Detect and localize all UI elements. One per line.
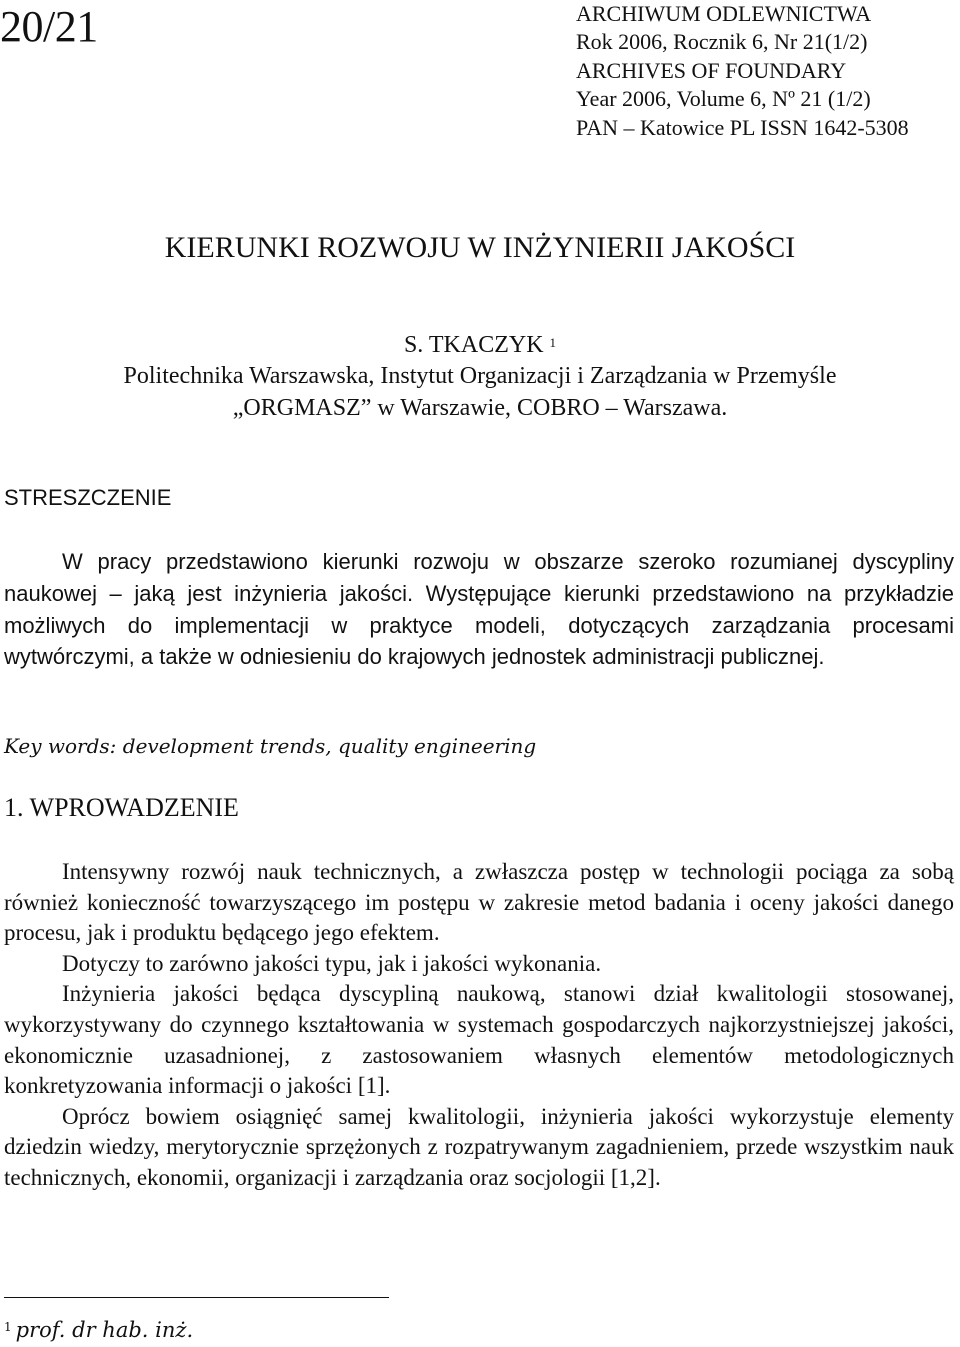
paragraph: Oprócz bowiem osiągnięć samej kwalitologii, inżynieria jakości wykorzystuje elementy dziedzin wiedzy, merytorycznie sprzężonych z rozpatrywanym zagadnieniem, przede wszystkim nauk technicznych, ekonomii, organizacji i zarządzania oraz socjologii [1,2]. bbox=[4, 1103, 954, 1190]
paragraph: Inżynieria jakości będąca dyscypliną naukową, stanowi dział kwalitologii stosowanej, wykorzystywany do czynnego kształtowania w systemach gospodarczych najkorzystniejszej jakości, ekonomicznie uzasadnionej, z zastosowaniem własnych elementów metodologicznych konkretyzowania informacji o jakości [1]. bbox=[4, 981, 954, 1099]
journal-info bbox=[576, 0, 909, 142]
journal-line: PAN – Katowice PL ISSN 1642-5308 bbox=[576, 114, 909, 140]
paragraph: Intensywny rozwój nauk technicznych, a zwłaszcza postęp w technologii pociąga za sobą również konieczność towarzyszącego im postępu w zakresie metod badania i oceny jakości danego procesu, jak i produktu będącego jego efektem. bbox=[4, 859, 954, 946]
journal-line: ARCHIVES OF FOUNDARY bbox=[576, 57, 847, 83]
footnote-mark: 1 bbox=[4, 1320, 12, 1334]
journal-line: Rok 2006, Rocznik 6, Nr 21(1/2) bbox=[576, 29, 868, 55]
footnote-text: prof. dr hab. inż. bbox=[15, 1318, 194, 1342]
author-footnote-mark: 1 bbox=[549, 335, 557, 350]
footnote bbox=[4, 1316, 193, 1344]
article-title: KIERUNKI ROZWOJU W INŻYNIERII JAKOŚCI bbox=[164, 231, 796, 264]
journal-line: Year 2006, Volume 6, Nº 21 (1/2) bbox=[576, 86, 871, 112]
author-name: S. TKACZYK bbox=[403, 332, 544, 358]
abstract-text: W pracy przedstawiono kierunki rozwoju w obszarze szeroko rozumianej dyscypliny naukowej – jaką jest inżynieria jakości. Występujące kierunki przedstawiono na przykładzie możliwych do implementacji w praktyce modeli, dotyczących zarządzania procesami wytwórczymi, a także w odniesieniu do krajowych jednostek administracji publicznej. bbox=[4, 549, 954, 670]
affiliation-line: Politechnika Warszawska, Instytut Organizacji i Zarządzania w Przemyśle bbox=[123, 363, 837, 389]
keywords: Key words: development trends, quality engineering bbox=[4, 734, 537, 758]
footnote-divider bbox=[4, 1297, 389, 1298]
section-body bbox=[4, 857, 954, 1194]
abstract-body bbox=[4, 546, 954, 673]
paragraph: Dotyczy to zarówno jakości typu, jak i jakości wykonania. bbox=[62, 950, 602, 976]
journal-line: ARCHIWUM ODLEWNICTWA bbox=[576, 1, 872, 26]
author-line bbox=[0, 330, 960, 360]
section-heading: 1. WPROWADZENIE bbox=[4, 793, 239, 822]
page-number: 20/21 bbox=[0, 2, 98, 51]
abstract-heading: STRESZCZENIE bbox=[4, 485, 172, 510]
affiliation-line: „ORGMASZ” w Warszawie, COBRO – Warszawa. bbox=[232, 395, 728, 421]
